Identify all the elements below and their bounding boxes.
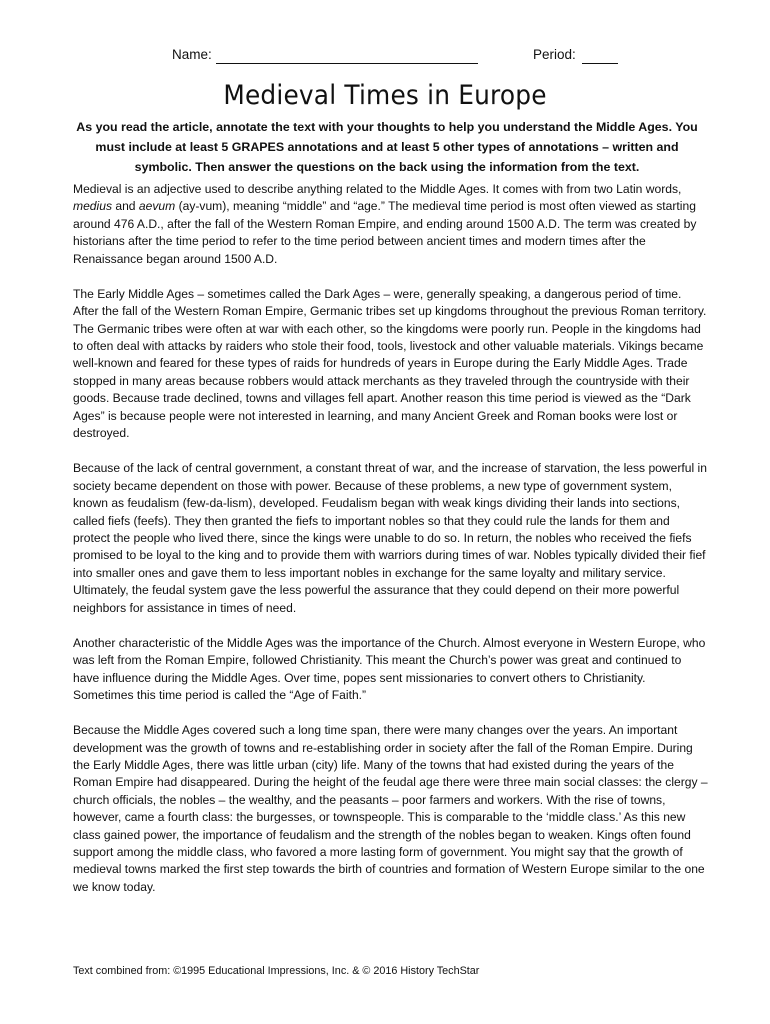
name-label: Name: [172, 47, 212, 62]
paragraph-towns: Because the Middle Ages covered such a long time span, there were many changes over the years. An important development was the growth of towns and re-establishing order in society after the fall of the Roman Empire. During the Early Middle Ages, there was little urban (city) life. Many of the towns that had existed during the years of the Roman Empire had disappeared. During the height of the feudal age there were three main social classes: the clergy – church officials, the nobles – the wealthy, and the peasants – poor farmers and workers. With the rise of towns, however, came a fourth class: the burgesses, or townspeople. This is comparable to the ‘middle class.’ As this new class gained power, the importance of feudalism and the strength of the nobles began to weaken. Kings often found support among the middle class, who favored a more lasting form of government. You might say that the growth of medieval towns marked the first step towards the birth of countries and formation of Western Europe similar to the one we know today. [73, 723, 708, 894]
paragraph-text: Medieval is an adjective used to describe anything related to the Middle Ages. It comes with from two Latin words, [73, 182, 682, 196]
name-blank-line[interactable] [216, 63, 478, 64]
paragraph-church: Another characteristic of the Middle Ages was the importance of the Church. Almost everyone in Western Europe, who was left from the Roman Empire, followed Christianity. This meant the Church’s power was great and continued to have influence during the Middle Ages. Over time, popes sent missionaries to convert others to Christianity. Sometimes this time period is called the “Age of Faith.” [73, 635, 706, 702]
period-blank-line[interactable] [582, 63, 618, 64]
latin-word-aevum: aevum [138, 199, 176, 214]
student-info-header [0, 47, 770, 67]
paragraph-definition [73, 181, 709, 268]
instructions: As you read the article, annotate the text with your thoughts to help you understand the Middle Ages. You must include at least 5 GRAPES annotations and at least 5 other types of annotations – written and symbolic. Then answer the questions on the back using the information from the text. [76, 120, 698, 174]
source-credit: Text combined from: ©1995 Educational Impressions, Inc. & © 2016 History TechStar [73, 965, 480, 977]
article-body [73, 181, 709, 914]
paragraph-text: and [112, 199, 139, 214]
page-title: Medieval Times in Europe [223, 80, 547, 111]
paragraph-feudalism: Because of the lack of central government, a constant threat of war, and the increase of starvation, the less powerful in society became dependent on those with power. Because of these problems, a new type of government system, known as feudalism (few-da-lism), developed. Feudalism began with weak kings dividing their lands into sections, called fiefs (feefs). They then granted the fiefs to important nobles so that they could rule the lands for them and protect the people who lived there, since the kings were unable to do so. In return, the nobles who received the fiefs promised to be loyal to the king and to provide them with warriors during times of war. Nobles typically divided their fief into smaller ones and gave them to less important nobles in exchange for the same loyalty and military service. Ultimately, the feudal system gave the less powerful the assurance that they could depend on their more powerful neighbors for assistance in times of need. [73, 461, 707, 615]
latin-word-medius: medius [73, 199, 112, 214]
paragraph-text: (ay-vum), meaning “middle” and “age.” The medieval time period is most often viewed as starting around 476 A.D., after the fall of the Western Roman Empire, and ending around 1500 A.D. The term was created by historians after the time period to refer to the time period between ancient times and modern times after the Renaissance began around 1500 A.D. [73, 199, 697, 266]
period-label: Period: [533, 47, 576, 62]
paragraph-early-middle-ages: The Early Middle Ages – sometimes called the Dark Ages – were, generally speaking, a dangerous period of time. After the fall of the Western Roman Empire, Germanic tribes set up kingdoms throughout the previous Roman territory. The Germanic tribes were often at war with each other, so the kingdoms were poorly run. People in the kingdoms had to often deal with attacks by raiders who stole their food, tools, livestock and other valuable materials. Vikings became well-known and feared for these types of raids for hundreds of years in Europe during the Early Middle Ages. Trade stopped in many areas because robbers would attack merchants as they traveled through the countryside with their goods. Because trade declined, towns and villages fell apart. Another reason this time period is viewed as the “Dark Ages” is because people were not interested in learning, and many Ancient Greek and Roman books were lost or destroyed. [73, 286, 707, 441]
